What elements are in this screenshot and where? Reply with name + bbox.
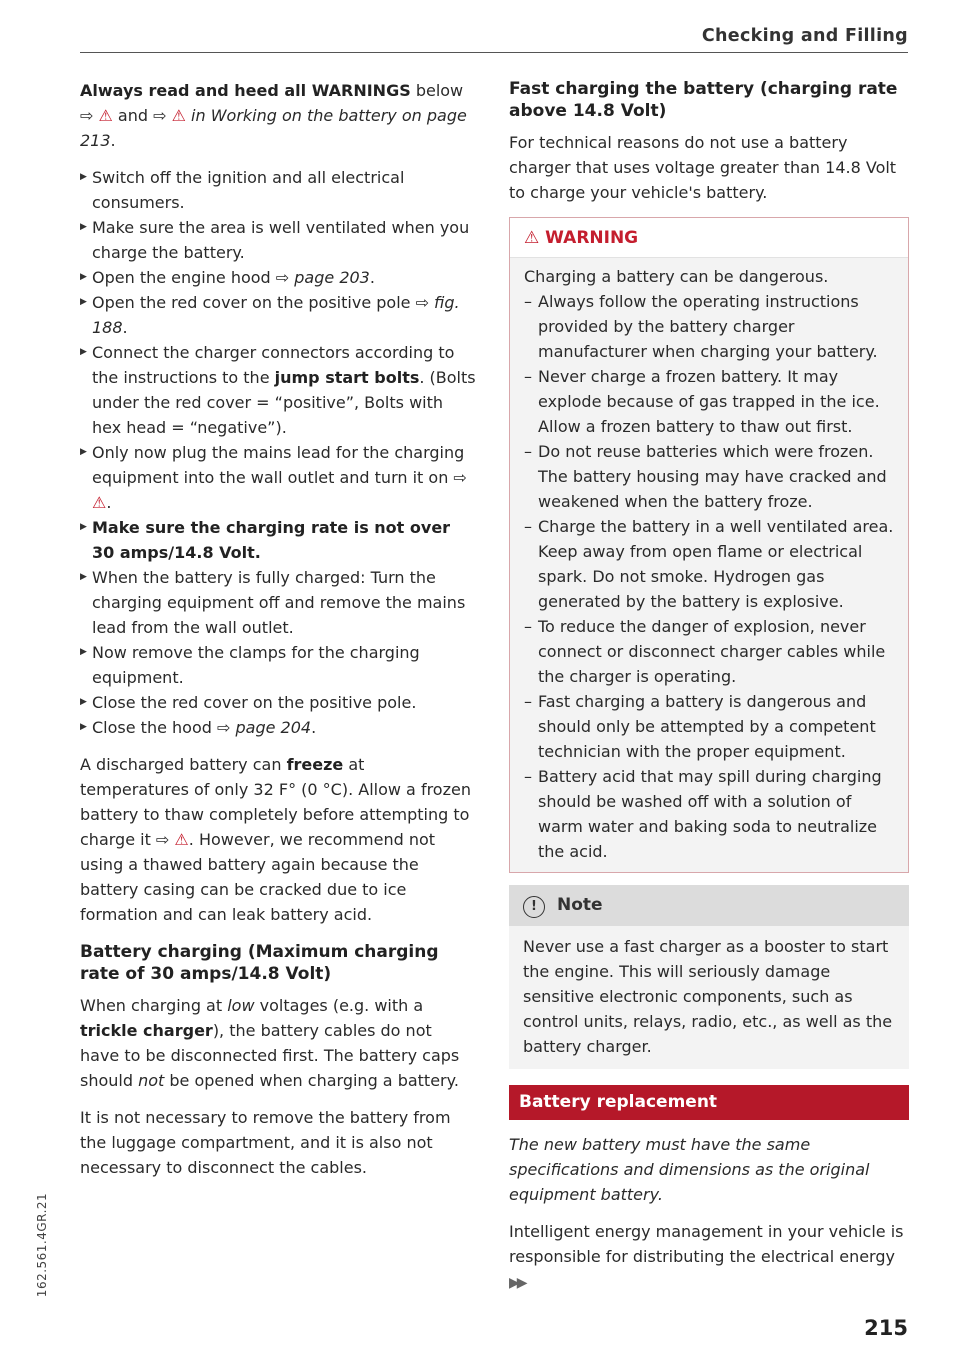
warning-item: – Battery acid that may spill during charging should be washed off with a solution of warm water and baking soda to neutralize the acid.	[524, 764, 894, 864]
info-circle-icon: !	[523, 896, 545, 918]
step-item: ▶ Connect the charger connectors according to the instructions to the jump start bolts. (Bolts under the red cover = “positive”, Bolts with hex head = “negative”).	[80, 340, 476, 440]
step-item: ▶ Close the red cover on the positive pole.	[80, 690, 476, 715]
warning-item: – Do not reuse batteries which were frozen. The battery housing may have cracked and weakened when the battery froze.	[524, 439, 894, 514]
step-item: ▶ Only now plug the mains lead for the charging equipment into the wall outlet and turn it on ⇨ ⚠.	[80, 440, 476, 515]
warning-header	[510, 218, 908, 258]
warning-title: WARNING	[545, 228, 639, 248]
warning-triangle-icon: ⚠	[171, 106, 186, 125]
warning-triangle-icon: ⚠	[98, 106, 113, 125]
warning-body	[510, 258, 908, 872]
low-voltage-paragraph: When charging at low voltages (e.g. with a trickle charger), the battery cables do not have to be disconnected first. The battery caps should not be opened when charging a battery.	[80, 996, 460, 1090]
running-header: Checking and Filling	[701, 26, 908, 46]
replacement-intro: The new battery must have the same specifications and dimensions as the original equipment battery.	[509, 1135, 870, 1204]
warning-triangle-icon: ⚠	[524, 228, 540, 248]
note-text: Never use a fast charger as a booster to start the engine. This will seriously damage sensitive electronic components, such as control units, relays, radio, etc., as well as the battery charger.	[523, 937, 893, 1056]
page-reference-link[interactable]: ⇨ page 204	[216, 718, 312, 737]
warning-list	[524, 289, 894, 864]
note-title: Note	[557, 895, 603, 915]
warning-item: – Charge the battery in a well ventilated area. Keep away from open flame or electrical spark. Do not smoke. Hydrogen gas generated by the battery is explosive.	[524, 514, 894, 614]
step-item: ▶ Open the engine hood ⇨ page 203.	[80, 265, 476, 290]
step-item: ▶ Switch off the ignition and all electrical consumers.	[80, 165, 476, 215]
step-item: ▶ Make sure the area is well ventilated when you charge the battery.	[80, 215, 476, 265]
side-code	[22, 1180, 62, 1310]
warning-item: – Always follow the operating instructions provided by the battery charger manufacturer when charging your battery.	[524, 289, 894, 364]
step-item: ▶ Close the hood ⇨ page 204.	[80, 715, 476, 740]
freeze-paragraph: A discharged battery can freeze at temperatures of only 32 F° (0 °C). Allow a frozen battery to thaw completely before attempting to charge it ⇨ ⚠. However, we recommend not using a thawed battery again because the battery casing can be cracked due to ice formation and can leak battery acid.	[80, 755, 471, 924]
figure-reference-link[interactable]: ⇨ fig. 188	[92, 293, 460, 337]
intro-paragraph: Always read and heed all WARNINGS below ⇨ ⚠ and ⇨ ⚠ in Working on the battery on page 213.	[80, 81, 467, 150]
step-item: ▶ Open the red cover on the positive pole ⇨ fig. 188.	[80, 290, 476, 340]
fast-charging-paragraph: For technical reasons do not use a battery charger that uses voltage greater than 14.8 Volt to charge your vehicle's battery.	[509, 133, 897, 202]
cross-reference-link[interactable]: in Working on the battery on page 213	[80, 106, 467, 150]
charging-steps	[80, 165, 476, 740]
warning-triangle-icon: ⚠	[92, 493, 107, 512]
page-number: 215	[864, 1316, 908, 1340]
continue-arrow-icon: ▶▶	[509, 1275, 525, 1291]
step-item: ▶ When the battery is fully charged: Turn the charging equipment off and remove the mains lead from the wall outlet.	[80, 565, 476, 640]
step-item: ▶ Make sure the charging rate is not over 30 amps/14.8 Volt.	[80, 515, 476, 565]
note-header	[509, 885, 909, 926]
section-title-bar: Battery replacement	[509, 1085, 909, 1120]
energy-paragraph: Intelligent energy management in your vehicle is responsible for distributing the electrical energy ▶▶	[509, 1222, 904, 1291]
left-column	[80, 78, 476, 1192]
page-reference-link[interactable]: ⇨ page 203	[275, 268, 370, 287]
removal-paragraph: It is not necessary to remove the battery from the luggage compartment, and it is also not necessary to disconnect the cables.	[80, 1108, 451, 1177]
warning-box	[509, 217, 909, 873]
note-box	[509, 885, 909, 1069]
warning-lead: Charging a battery can be dangerous.	[524, 267, 829, 286]
document-code: 162.561.4GR.21	[35, 1192, 49, 1298]
section-heading: Battery charging (Maximum charging rate of 30 amps/14.8 Volt)	[80, 942, 439, 984]
warning-item: – Fast charging a battery is dangerous and should only be attempted by a competent technician with the proper equipment.	[524, 689, 894, 764]
step-item: ▶ Now remove the clamps for the charging equipment.	[80, 640, 476, 690]
header-rule	[80, 52, 908, 53]
section-heading: Fast charging the battery (charging rate above 14.8 Volt)	[509, 79, 898, 121]
right-column	[509, 78, 909, 1308]
warning-item: – To reduce the danger of explosion, never connect or disconnect charger cables while the charger is operating.	[524, 614, 894, 689]
warning-item: – Never charge a frozen battery. It may explode because of gas trapped in the ice. Allow a frozen battery to thaw out first.	[524, 364, 894, 439]
warning-triangle-icon: ⚠	[174, 830, 189, 849]
